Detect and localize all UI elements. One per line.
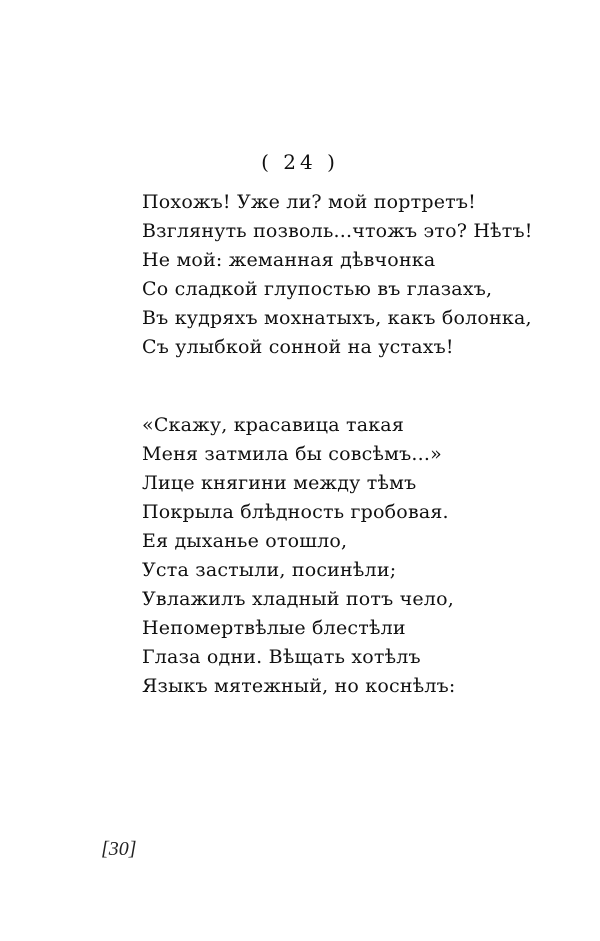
verse-line: «Скажу, красавица такая — [142, 414, 405, 436]
verse-line: Меня затмила бы совсѣмъ...» — [142, 443, 442, 465]
verse-line: Съ улыбкой сонной на устахъ! — [142, 336, 454, 358]
verse-line: Покрыла блѣдность гробовая. — [142, 501, 449, 523]
folio-number: [30] — [101, 838, 137, 860]
verse-line: Увлажилъ хладный потъ чело, — [142, 588, 454, 610]
verse-line: Ея дыханье отошло, — [142, 530, 348, 552]
verse-line: Со сладкой глупостью въ глазахъ, — [142, 278, 493, 300]
verse-line: Не мой: жеманная дѣвчонка — [142, 249, 436, 271]
verse-line: Уста застыли, посинѣли; — [142, 559, 397, 581]
verse-line: Глаза одни. Вѣщать хотѣлъ — [142, 646, 421, 668]
verse-line: Непомертвѣлые блестѣли — [142, 617, 406, 639]
verse-line: Похожъ! Уже ли? мой портретъ! — [142, 191, 476, 213]
verse-line: Языкъ мятежный, но коснѣлъ: — [142, 675, 456, 697]
verse-line: Взглянуть позволь...чтожъ это? Нѣтъ! — [142, 220, 533, 242]
verse-line: Лице княгини между тѣмъ — [142, 472, 417, 494]
stanza-1 — [142, 188, 562, 362]
page-number: ( 24 ) — [261, 150, 339, 174]
stanza-2 — [142, 411, 562, 701]
verse-line: Въ кудряхъ мохнатыхъ, какъ болонка, — [142, 307, 532, 329]
